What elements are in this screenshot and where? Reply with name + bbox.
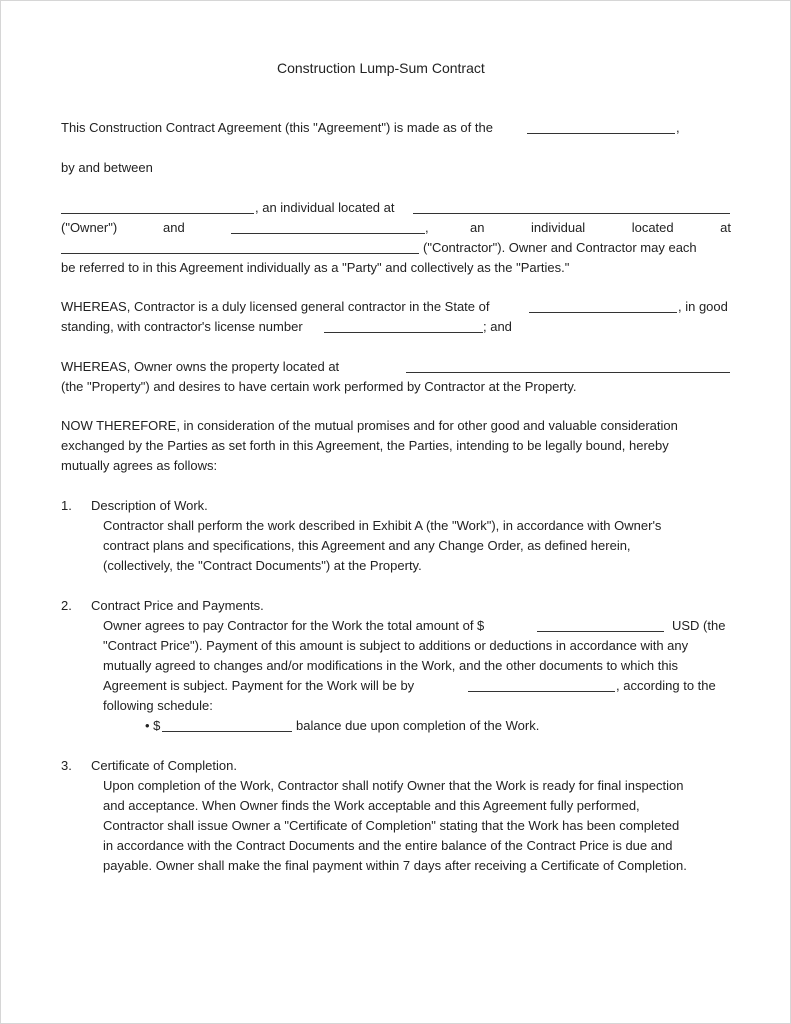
contractor-comma: ,: [425, 220, 429, 235]
section-2-line-1-end: USD (the: [672, 618, 726, 633]
schedule-bullet-end: balance due upon completion of the Work.: [296, 718, 540, 733]
section-3-heading: Certificate of Completion.: [91, 758, 237, 773]
section-1-line-2: contract plans and specifications, this Agreement and any Change Order, as defined herein,: [103, 538, 631, 553]
contractor-tail: ("Contractor"). Owner and Contractor may each: [423, 240, 697, 255]
now-therefore-line-1: NOW THEREFORE, in consideration of the mutual promises and for other good and valuable consideration: [61, 418, 678, 433]
section-3-line-1: Upon completion of the Work, Contractor shall notify Owner that the Work is ready for final inspection: [103, 778, 684, 793]
at-text: at: [720, 220, 731, 235]
whereas-1-line-2: standing, with contractor's license number: [61, 319, 303, 334]
located-text: located: [631, 220, 674, 235]
contractor-located-row: [470, 220, 731, 236]
individual-text: individual: [530, 220, 586, 235]
section-3-line-3: Contractor shall issue Owner a "Certificate of Completion" stating that the Work has been completed: [103, 818, 680, 833]
state-blank[interactable]: [529, 312, 677, 313]
owner-located-text: , an individual located at: [255, 200, 395, 215]
license-number-blank[interactable]: [324, 332, 483, 333]
payment-method-blank[interactable]: [468, 691, 615, 692]
document-title: Construction Lump-Sum Contract: [277, 60, 485, 76]
section-3-number: 3.: [61, 758, 72, 773]
whereas-2-line-2: (the "Property") and desires to have certain work performed by Contractor at the Property.: [61, 379, 577, 394]
agreement-date-blank[interactable]: [527, 133, 675, 134]
section-3-line-4: in accordance with the Contract Documents and the entire balance of the Contract Price is due and: [103, 838, 673, 853]
contract-price-blank[interactable]: [537, 631, 664, 632]
contractor-address-blank[interactable]: [61, 253, 419, 254]
section-2-line-2: "Contract Price"). Payment of this amount is subject to additions or deductions in accordance with any: [103, 638, 689, 653]
intro-line-1-end: ,: [676, 120, 680, 135]
an-text: an: [470, 220, 485, 235]
owner-label: ("Owner"): [61, 220, 118, 235]
whereas-1-line-1-end: , in good: [678, 299, 728, 314]
contractor-name-blank[interactable]: [231, 233, 425, 234]
whereas-2-line-1: WHEREAS, Owner owns the property located at: [61, 359, 340, 374]
intro-line-1: This Construction Contract Agreement (this "Agreement") is made as of the: [61, 120, 493, 135]
section-2-line-4-end: , according to the: [616, 678, 716, 693]
property-address-blank[interactable]: [406, 372, 730, 373]
section-2-line-4: Agreement is subject. Payment for the Work will be by: [103, 678, 415, 693]
by-and-between: by and between: [61, 160, 153, 175]
parties-line: be referred to in this Agreement individually as a "Party" and collectively as the "Parties.": [61, 260, 570, 275]
section-2-line-3: mutually agreed to changes and/or modifications in the Work, and the other documents to which this: [103, 658, 678, 673]
section-1-heading: Description of Work.: [91, 498, 208, 513]
section-3-line-5: payable. Owner shall make the final payment within 7 days after receiving a Certificate of Completion.: [103, 858, 687, 873]
section-3-line-2: and acceptance. When Owner finds the Work acceptable and this Agreement fully performed,: [103, 798, 640, 813]
section-2-number: 2.: [61, 598, 72, 613]
section-2-heading: Contract Price and Payments.: [91, 598, 264, 613]
now-therefore-line-2: exchanged by the Parties as set forth in this Agreement, the Parties, intending to be legally bound, hereby: [61, 438, 669, 453]
and-text: and: [163, 220, 185, 235]
whereas-1-line-2-end: ; and: [483, 319, 512, 334]
section-1-line-3: (collectively, the "Contract Documents") at the Property.: [103, 558, 422, 573]
schedule-bullet: • $: [145, 718, 161, 733]
section-1-number: 1.: [61, 498, 72, 513]
balance-amount-blank[interactable]: [162, 731, 292, 732]
section-2-line-5: following schedule:: [103, 698, 213, 713]
now-therefore-line-3: mutually agrees as follows:: [61, 458, 218, 473]
whereas-1-line-1: WHEREAS, Contractor is a duly licensed general contractor in the State of: [61, 299, 490, 314]
section-2-line-1: Owner agrees to pay Contractor for the Work the total amount of $: [103, 618, 485, 633]
owner-name-blank[interactable]: [61, 213, 254, 214]
owner-address-blank[interactable]: [413, 213, 730, 214]
section-1-line-1: Contractor shall perform the work described in Exhibit A (the "Work"), in accordance with Owner's: [103, 518, 662, 533]
